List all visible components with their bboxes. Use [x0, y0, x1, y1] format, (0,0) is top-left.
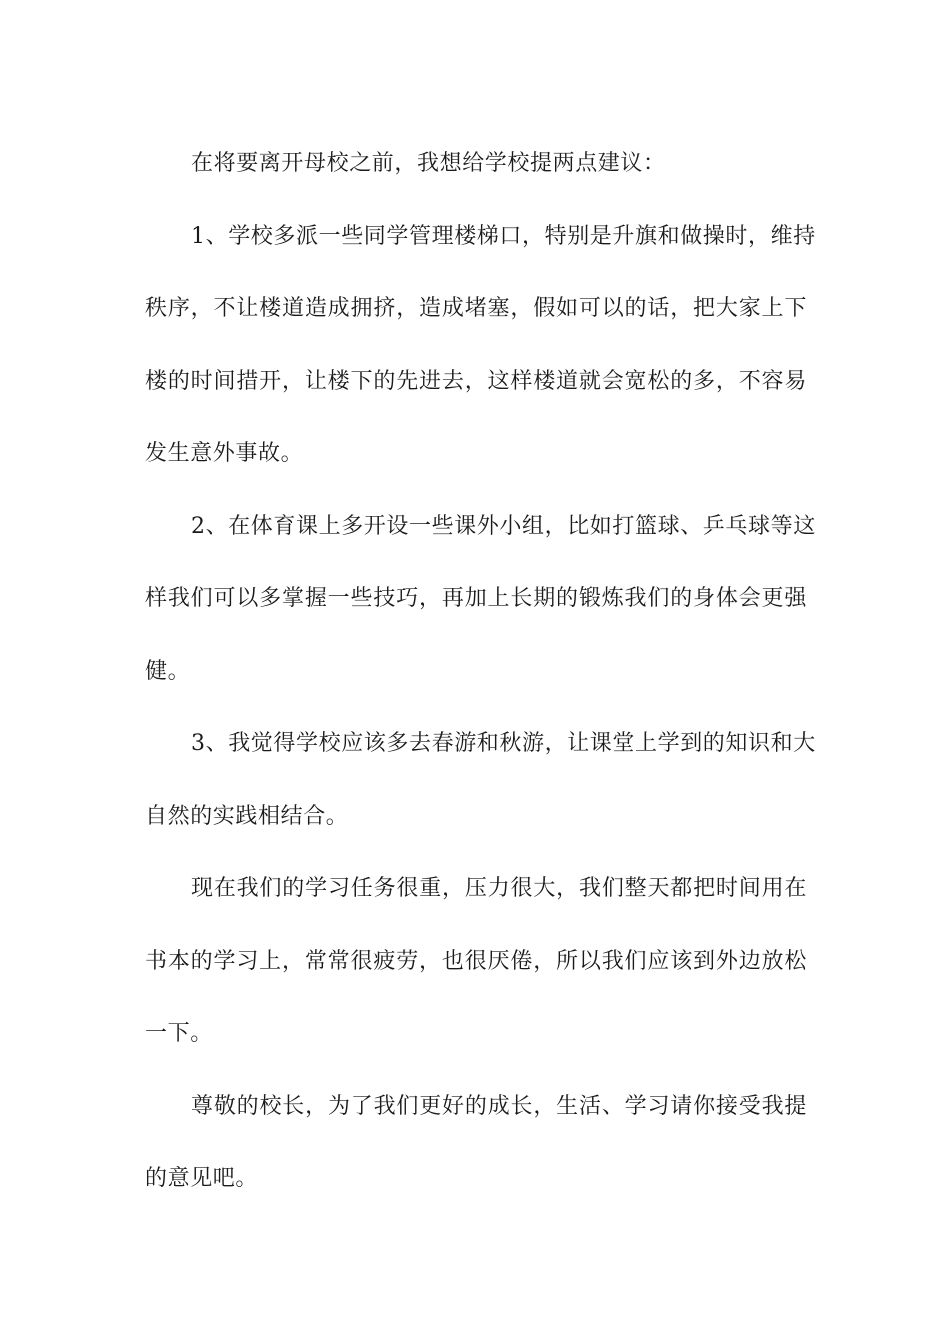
text-line: 一下。	[145, 1021, 213, 1046]
paragraph-closing	[145, 1071, 807, 1216]
text-line: 自然的实践相结合。	[145, 803, 349, 829]
paragraph-intro	[145, 128, 807, 201]
text-line: 书本的学习上，常常很疲劳，也很厌倦，所以我们应该到外边放松	[145, 948, 807, 974]
paragraph-reason	[145, 853, 807, 1071]
text-line: 现在我们的学习任务很重，压力很大，我们整天都把时间用在	[191, 876, 807, 901]
text-line: 发生意外事故。	[145, 441, 304, 466]
document-body	[145, 128, 816, 1216]
text-line: 尊敬的校长，为了我们更好的成长，生活、学习请你接受我提	[191, 1093, 807, 1119]
text-line: 健。	[145, 658, 191, 684]
text-line: 秩序，不让楼道造成拥挤，造成堵塞，假如可以的话，把大家上下	[145, 296, 807, 321]
text-line: 2、在体育课上多开设一些课外小组，比如打篮球、乒乓球等这	[191, 513, 816, 539]
text-line: 楼的时间措开，让楼下的先进去，这样楼道就会宽松的多，不容易	[145, 368, 807, 394]
text-line: 的意见吧。	[145, 1166, 259, 1191]
paragraph-suggestion-3	[145, 708, 816, 853]
text-line: 样我们可以多掌握一些技巧，再加上长期的锻炼我们的身体会更强	[145, 586, 807, 611]
paragraph-suggestion-2	[145, 491, 816, 709]
text-line: 1、学校多派一些同学管理楼梯口，特别是升旗和做操时，维持	[191, 223, 816, 249]
paragraph-suggestion-1	[145, 201, 816, 491]
text-line: 在将要离开母校之前，我想给学校提两点建议：	[191, 151, 666, 176]
text-line: 3、我觉得学校应该多去春游和秋游，让课堂上学到的知识和大	[191, 731, 816, 756]
